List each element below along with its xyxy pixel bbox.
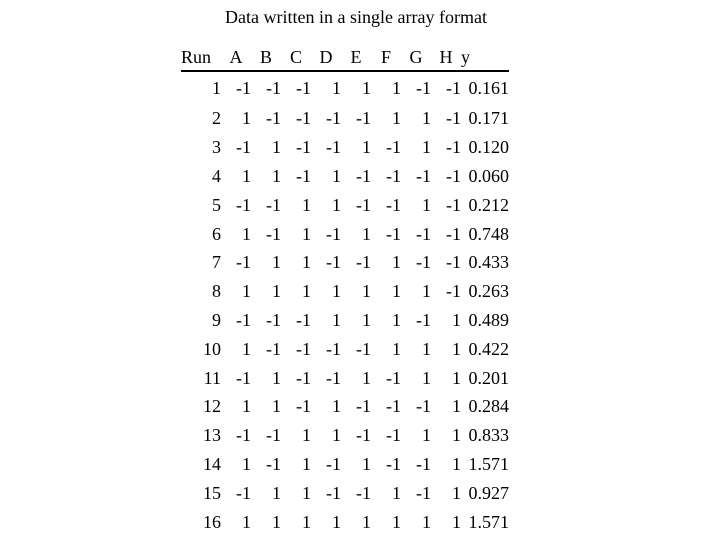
d-cell: -1 bbox=[326, 252, 341, 273]
run-cell: 5 bbox=[212, 194, 221, 215]
h-cell: -1 bbox=[446, 78, 461, 98]
slide-title: Data written in a single array format bbox=[225, 7, 487, 27]
g-cell: -1 bbox=[416, 309, 431, 330]
a-cell: -1 bbox=[236, 252, 251, 273]
c-cell: 1 bbox=[302, 425, 311, 446]
run-cell: 6 bbox=[212, 223, 221, 244]
f-cell: -1 bbox=[386, 453, 401, 474]
table-row bbox=[181, 219, 509, 248]
b-cell: -1 bbox=[266, 223, 281, 244]
table-row bbox=[181, 507, 509, 536]
e-cell: 1 bbox=[362, 78, 371, 98]
header-h: H bbox=[431, 44, 461, 71]
y-cell: 0.422 bbox=[468, 338, 509, 359]
f-cell: -1 bbox=[386, 367, 401, 388]
h-cell: -1 bbox=[446, 108, 461, 129]
table-row bbox=[181, 306, 509, 335]
table-row bbox=[181, 277, 509, 306]
header-run: Run bbox=[181, 44, 221, 71]
b-cell: 1 bbox=[272, 137, 281, 158]
d-cell: -1 bbox=[326, 453, 341, 474]
c-cell: 1 bbox=[302, 482, 311, 503]
header-row bbox=[181, 44, 509, 71]
b-cell: 1 bbox=[272, 281, 281, 302]
table-row bbox=[181, 104, 509, 133]
table-row bbox=[181, 162, 509, 191]
c-cell: 1 bbox=[302, 223, 311, 244]
h-cell: 1 bbox=[452, 367, 461, 388]
d-cell: -1 bbox=[326, 367, 341, 388]
d-cell: 1 bbox=[332, 309, 341, 330]
a-cell: -1 bbox=[236, 425, 251, 446]
header-e: E bbox=[341, 44, 371, 71]
d-cell: 1 bbox=[332, 511, 341, 532]
table-row bbox=[181, 450, 509, 479]
b-cell: 1 bbox=[272, 165, 281, 186]
e-cell: -1 bbox=[356, 252, 371, 273]
table-row bbox=[181, 71, 509, 104]
y-cell: 0.060 bbox=[468, 165, 509, 186]
h-cell: 1 bbox=[452, 309, 461, 330]
f-cell: 1 bbox=[392, 511, 401, 532]
e-cell: 1 bbox=[362, 367, 371, 388]
h-cell: -1 bbox=[446, 194, 461, 215]
f-cell: -1 bbox=[386, 194, 401, 215]
b-cell: -1 bbox=[266, 194, 281, 215]
c-cell: -1 bbox=[296, 165, 311, 186]
b-cell: -1 bbox=[266, 108, 281, 129]
c-cell: -1 bbox=[296, 78, 311, 98]
d-cell: -1 bbox=[326, 137, 341, 158]
g-cell: 1 bbox=[422, 281, 431, 302]
run-cell: 4 bbox=[212, 165, 221, 186]
b-cell: -1 bbox=[266, 309, 281, 330]
c-cell: 1 bbox=[302, 252, 311, 273]
run-cell: 15 bbox=[203, 482, 221, 503]
b-cell: 1 bbox=[272, 367, 281, 388]
d-cell: -1 bbox=[326, 108, 341, 129]
a-cell: 1 bbox=[242, 396, 251, 417]
d-cell: 1 bbox=[332, 194, 341, 215]
h-cell: 1 bbox=[452, 453, 461, 474]
y-cell: 0.748 bbox=[468, 223, 509, 244]
b-cell: 1 bbox=[272, 396, 281, 417]
a-cell: -1 bbox=[236, 367, 251, 388]
b-cell: -1 bbox=[266, 338, 281, 359]
f-cell: 1 bbox=[392, 281, 401, 302]
c-cell: -1 bbox=[296, 338, 311, 359]
a-cell: -1 bbox=[236, 137, 251, 158]
c-cell: 1 bbox=[302, 194, 311, 215]
run-cell: 12 bbox=[203, 396, 221, 417]
e-cell: 1 bbox=[362, 511, 371, 532]
a-cell: 1 bbox=[242, 511, 251, 532]
g-cell: 1 bbox=[422, 511, 431, 532]
y-cell: 0.927 bbox=[468, 482, 509, 503]
a-cell: 1 bbox=[242, 165, 251, 186]
header-c: C bbox=[281, 44, 311, 71]
b-cell: -1 bbox=[266, 78, 281, 98]
header-f: F bbox=[371, 44, 401, 71]
e-cell: -1 bbox=[356, 425, 371, 446]
f-cell: 1 bbox=[392, 309, 401, 330]
table-row bbox=[181, 190, 509, 219]
run-cell: 2 bbox=[212, 108, 221, 129]
y-cell: 0.171 bbox=[468, 108, 509, 129]
a-cell: -1 bbox=[236, 78, 251, 98]
h-cell: -1 bbox=[446, 165, 461, 186]
a-cell: -1 bbox=[236, 194, 251, 215]
table-row bbox=[181, 392, 509, 421]
e-cell: 1 bbox=[362, 223, 371, 244]
f-cell: 1 bbox=[392, 108, 401, 129]
e-cell: -1 bbox=[356, 108, 371, 129]
c-cell: -1 bbox=[296, 309, 311, 330]
b-cell: -1 bbox=[266, 425, 281, 446]
d-cell: 1 bbox=[332, 281, 341, 302]
f-cell: 1 bbox=[392, 482, 401, 503]
y-cell: 0.284 bbox=[468, 396, 509, 417]
b-cell: 1 bbox=[272, 482, 281, 503]
run-cell: 7 bbox=[212, 252, 221, 273]
a-cell: 1 bbox=[242, 281, 251, 302]
e-cell: -1 bbox=[356, 396, 371, 417]
g-cell: -1 bbox=[416, 78, 431, 98]
y-cell: 1.571 bbox=[468, 453, 509, 474]
table-row bbox=[181, 363, 509, 392]
e-cell: -1 bbox=[356, 482, 371, 503]
e-cell: -1 bbox=[356, 338, 371, 359]
f-cell: 1 bbox=[392, 338, 401, 359]
c-cell: -1 bbox=[296, 396, 311, 417]
y-cell: 0.212 bbox=[468, 194, 509, 215]
b-cell: 1 bbox=[272, 511, 281, 532]
a-cell: 1 bbox=[242, 108, 251, 129]
run-cell: 16 bbox=[203, 511, 221, 532]
e-cell: -1 bbox=[356, 194, 371, 215]
c-cell: 1 bbox=[302, 281, 311, 302]
d-cell: 1 bbox=[332, 425, 341, 446]
g-cell: -1 bbox=[416, 396, 431, 417]
f-cell: -1 bbox=[386, 396, 401, 417]
table-row bbox=[181, 478, 509, 507]
y-cell: 0.489 bbox=[468, 309, 509, 330]
e-cell: 1 bbox=[362, 281, 371, 302]
e-cell: 1 bbox=[362, 453, 371, 474]
f-cell: -1 bbox=[386, 223, 401, 244]
e-cell: 1 bbox=[362, 309, 371, 330]
f-cell: 1 bbox=[392, 78, 401, 98]
d-cell: 1 bbox=[332, 396, 341, 417]
b-cell: -1 bbox=[266, 453, 281, 474]
h-cell: -1 bbox=[446, 223, 461, 244]
g-cell: 1 bbox=[422, 137, 431, 158]
run-cell: 8 bbox=[212, 281, 221, 302]
d-cell: -1 bbox=[326, 482, 341, 503]
y-cell: 0.433 bbox=[468, 252, 509, 273]
header-a: A bbox=[221, 44, 251, 71]
y-cell: 0.263 bbox=[468, 281, 509, 302]
c-cell: -1 bbox=[296, 367, 311, 388]
design-array-table bbox=[181, 44, 509, 536]
header-d: D bbox=[311, 44, 341, 71]
g-cell: 1 bbox=[422, 425, 431, 446]
c-cell: 1 bbox=[302, 511, 311, 532]
table-body bbox=[181, 71, 509, 536]
h-cell: 1 bbox=[452, 511, 461, 532]
y-cell: 0.120 bbox=[468, 137, 509, 158]
h-cell: 1 bbox=[452, 338, 461, 359]
y-cell: 0.833 bbox=[468, 425, 509, 446]
f-cell: -1 bbox=[386, 165, 401, 186]
c-cell: -1 bbox=[296, 108, 311, 129]
c-cell: -1 bbox=[296, 137, 311, 158]
g-cell: -1 bbox=[416, 453, 431, 474]
d-cell: 1 bbox=[332, 165, 341, 186]
g-cell: -1 bbox=[416, 223, 431, 244]
run-cell: 3 bbox=[212, 137, 221, 158]
table-row bbox=[181, 248, 509, 277]
table-row bbox=[181, 334, 509, 363]
table-row bbox=[181, 421, 509, 450]
f-cell: -1 bbox=[386, 425, 401, 446]
g-cell: -1 bbox=[416, 165, 431, 186]
header-g: G bbox=[401, 44, 431, 71]
run-cell: 13 bbox=[203, 425, 221, 446]
h-cell: 1 bbox=[452, 425, 461, 446]
h-cell: -1 bbox=[446, 252, 461, 273]
g-cell: -1 bbox=[416, 482, 431, 503]
d-cell: -1 bbox=[326, 223, 341, 244]
a-cell: -1 bbox=[236, 309, 251, 330]
e-cell: -1 bbox=[356, 165, 371, 186]
run-cell: 9 bbox=[212, 309, 221, 330]
d-cell: 1 bbox=[332, 78, 341, 98]
y-cell: 0.201 bbox=[468, 367, 509, 388]
h-cell: -1 bbox=[446, 281, 461, 302]
run-cell: 1 bbox=[212, 78, 221, 98]
run-cell: 14 bbox=[203, 453, 221, 474]
a-cell: 1 bbox=[242, 223, 251, 244]
y-cell: 1.571 bbox=[468, 511, 509, 532]
g-cell: 1 bbox=[422, 108, 431, 129]
run-cell: 10 bbox=[203, 338, 221, 359]
run-cell: 11 bbox=[203, 367, 221, 388]
g-cell: 1 bbox=[422, 338, 431, 359]
g-cell: 1 bbox=[422, 194, 431, 215]
a-cell: 1 bbox=[242, 453, 251, 474]
c-cell: 1 bbox=[302, 453, 311, 474]
h-cell: 1 bbox=[452, 396, 461, 417]
d-cell: -1 bbox=[326, 338, 341, 359]
b-cell: 1 bbox=[272, 252, 281, 273]
e-cell: 1 bbox=[362, 137, 371, 158]
header-y: y bbox=[461, 44, 509, 71]
table-row bbox=[181, 133, 509, 162]
h-cell: -1 bbox=[446, 137, 461, 158]
a-cell: -1 bbox=[236, 482, 251, 503]
h-cell: 1 bbox=[452, 482, 461, 503]
a-cell: 1 bbox=[242, 338, 251, 359]
f-cell: 1 bbox=[392, 252, 401, 273]
table-header bbox=[181, 44, 509, 71]
f-cell: -1 bbox=[386, 137, 401, 158]
header-b: B bbox=[251, 44, 281, 71]
g-cell: -1 bbox=[416, 252, 431, 273]
y-cell: 0.161 bbox=[468, 78, 509, 98]
g-cell: 1 bbox=[422, 367, 431, 388]
